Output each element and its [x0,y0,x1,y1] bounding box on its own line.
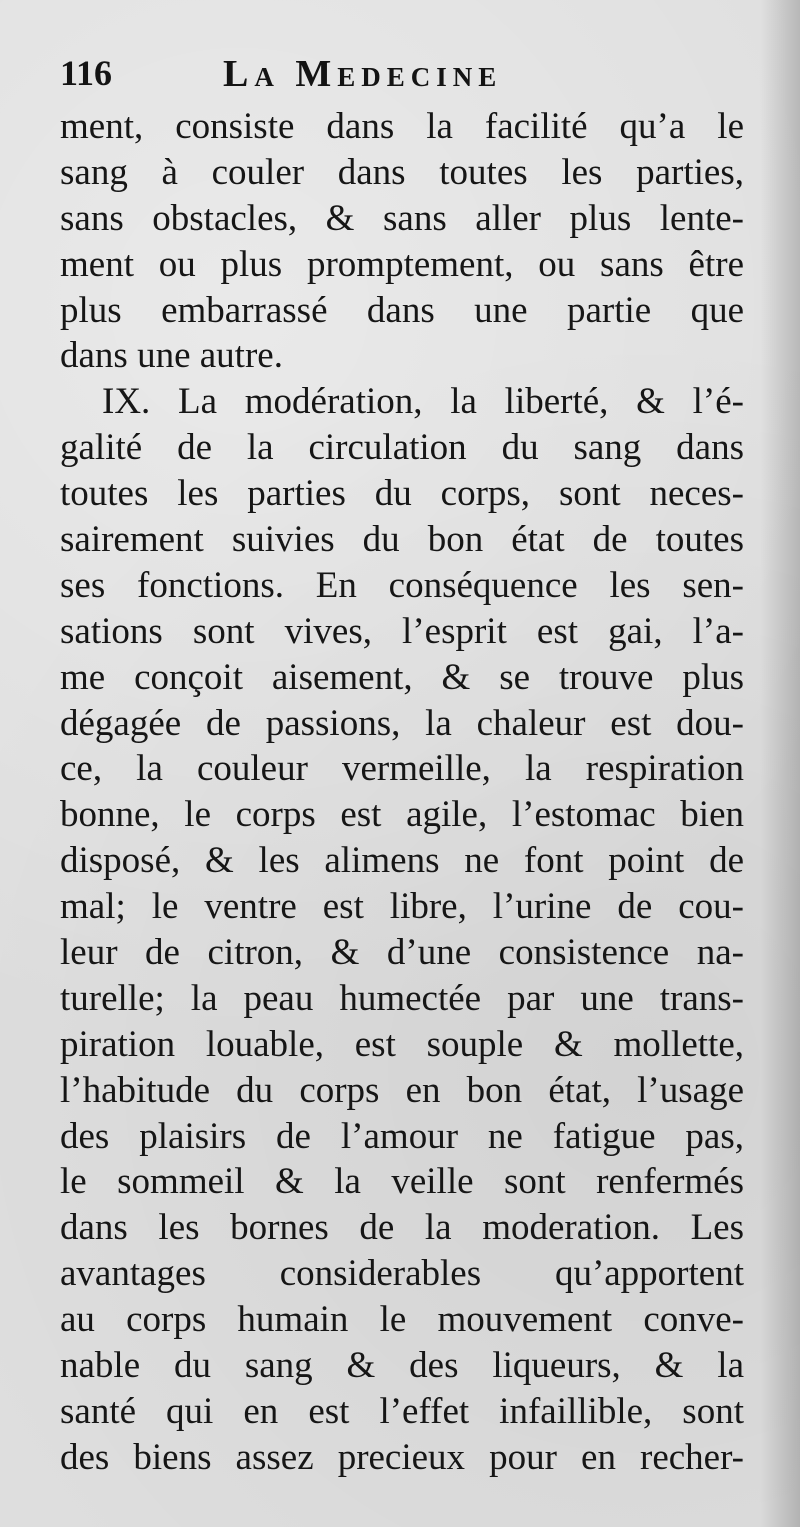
page-edge-shadow [760,0,800,1527]
text-line: sans obstacles, & sans aller plus lente- [60,197,744,239]
text-line: bonne, le corps est agile, l’estomac bien [60,794,744,836]
text-line: l’habitude du corps en bon état, l’usage [60,1069,744,1111]
text-line: dans les bornes de la moderation. Les [60,1207,744,1249]
text-line: santé qui en est l’effet infaillible, sont [60,1390,744,1432]
text-line: toutes les parties du corps, sont neces- [60,473,744,515]
text-line: piration louable, est souple & mollette, [60,1023,744,1065]
text-line: sang à couler dans toutes les parties, [60,151,744,193]
text-line: turelle; la peau humectée par une trans- [60,977,744,1019]
text-line: avantages considerables qu’apportent [60,1253,744,1295]
text-line: plus embarrassé dans une partie que [60,289,744,331]
text-line: ment ou plus promptement, ou sans être [60,243,744,285]
text-line: dégagée de passions, la chaleur est dou- [60,702,744,744]
text-line: mal; le ventre est libre, l’urine de cou- [60,886,744,928]
text-line: galité de la circulation du sang dans [60,427,744,469]
text-line: dans une autre. [60,335,283,377]
body-text [60,104,744,1481]
text-line: des plaisirs de l’amour ne fatigue pas, [60,1115,744,1157]
text-line: ce, la couleur vermeille, la respiration [60,748,744,790]
text-line: le sommeil & la veille sont renfermés [60,1161,744,1203]
paragraph-start-line: IX. La modération, la liberté, & l’é- [102,381,744,423]
text-line: nable du sang & des liqueurs, & la [60,1345,744,1387]
page-header [60,52,760,95]
text-line: leur de citron, & d’une consistence na- [60,932,744,974]
running-title: La Medecine [223,53,503,95]
page-number: 116 [60,53,113,93]
text-line: sairement suivies du bon état de toutes [60,519,744,561]
text-line: des biens assez precieux pour en recher- [60,1436,744,1478]
text-line: sations sont vives, l’esprit est gai, l’a- [60,610,744,652]
text-line: ses fonctions. En conséquence les sen- [60,564,744,606]
text-line: ment, consiste dans la facilité qu’a le [60,106,744,147]
text-line: disposé, & les alimens ne font point de [60,840,744,882]
text-line: me conçoit aisement, & se trouve plus [60,656,744,698]
text-line: au corps humain le mouvement conve- [60,1299,744,1341]
